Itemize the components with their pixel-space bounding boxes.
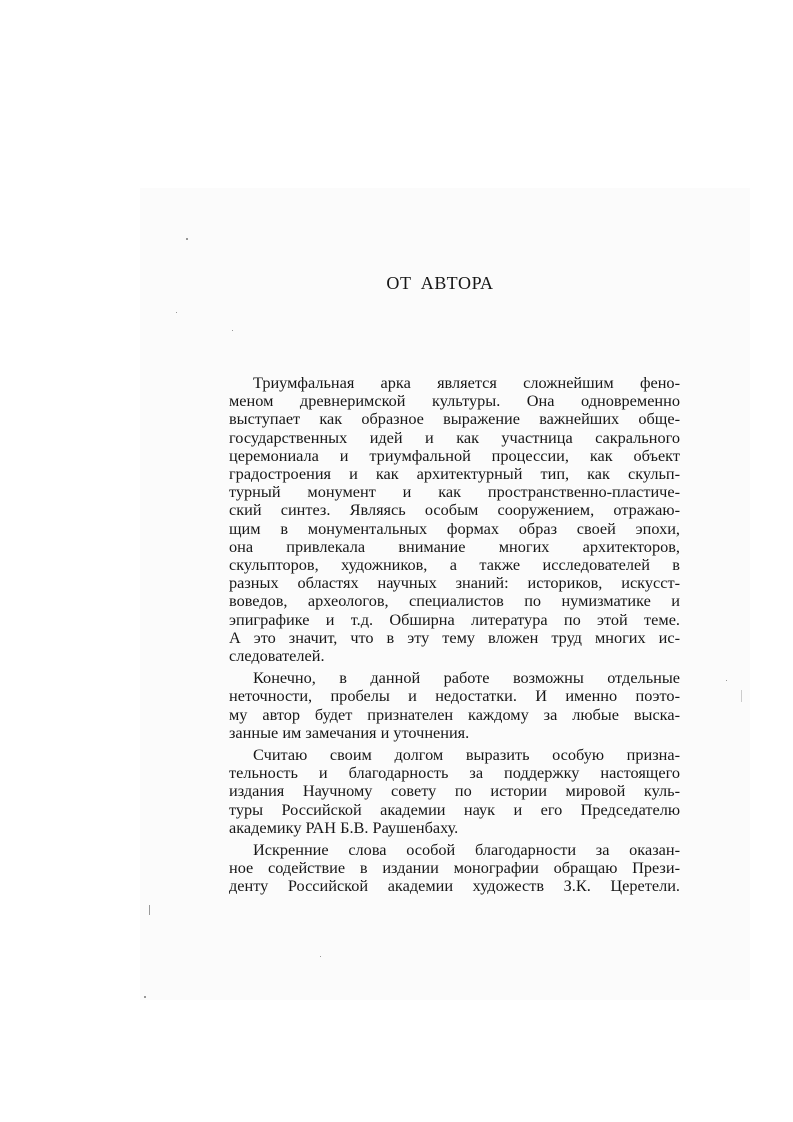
text-line: Искренние слова особой благодарности за оказан-	[253, 840, 680, 860]
text-line: тельность и благодарность за поддержку настоящего	[229, 763, 680, 783]
text-line: градостроения и как архитектурный тип, как скульп-	[229, 464, 680, 484]
text-line: А это значит, что в эту тему вложен труд многих ис-	[229, 627, 680, 647]
text-line: разных областях научных знаний: историков, искусст-	[229, 573, 680, 593]
text-line: скульпторов, художников, а также исследователей в	[229, 555, 680, 575]
scan-mark	[741, 690, 742, 702]
text-line: ский синтез. Являясь особым сооружением, отражаю-	[229, 500, 680, 520]
scan-speck	[176, 312, 177, 313]
text-line: ное содействие в издании монографии обращаю Прези-	[229, 858, 680, 878]
text-line: Триумфальная арка является сложнейшим фено-	[253, 373, 680, 392]
body-text	[229, 374, 680, 896]
page-title: ОТ АВТОРА	[386, 273, 494, 293]
scan-speck	[726, 680, 727, 681]
text-line: она привлекала внимание многих архитекторов,	[229, 536, 680, 556]
paragraph-1	[229, 374, 680, 665]
paragraph-4	[229, 841, 680, 896]
text-line: Конечно, в данной работе возможны отдельные	[253, 668, 680, 688]
text-line: воведов, археологов, специалистов по нумизматике и	[229, 591, 680, 611]
scan-speck	[186, 238, 188, 240]
scan-speck	[320, 956, 321, 957]
text-line: эпиграфике и т.д. Обширна литература по этой теме.	[229, 609, 680, 629]
text-line: турный монумент и как пространственно-пластиче-	[229, 482, 680, 502]
text-line: церемониала и триумфальной процессии, как объект	[229, 445, 680, 465]
text-line: государственных идей и как участница сакрального	[229, 427, 680, 447]
text-line: неточности, пробелы и недостатки. И именно поэто-	[229, 686, 680, 706]
text-line: выступает как образное выражение важнейших обще-	[229, 409, 680, 429]
text-line: Считаю своим долгом выразить особую призна-	[253, 745, 680, 765]
paragraph-2	[229, 669, 680, 742]
scan-speck	[232, 330, 233, 331]
text-line: туры Российской академии наук и его Председателю	[229, 799, 680, 819]
scan-speck	[144, 996, 146, 998]
scan-mark	[149, 905, 150, 915]
text-line: щим в монументальных формах образ своей эпохи,	[229, 518, 680, 538]
text-line: му автор будет признателен каждому за любые выска-	[229, 704, 680, 724]
text-line: меном древнеримской культуры. Она одновременно	[229, 391, 680, 411]
text-line: академику РАН Б.В. Раушенбаху.	[229, 817, 459, 837]
text-line: денту Российской академии художеств З.К. Церетели.	[229, 876, 680, 896]
text-line: издания Научному совету по истории мировой куль-	[229, 781, 680, 801]
text-line: следователей.	[229, 646, 325, 666]
text-line: занные им замечания и уточнения.	[229, 722, 470, 742]
paragraph-3	[229, 746, 680, 837]
